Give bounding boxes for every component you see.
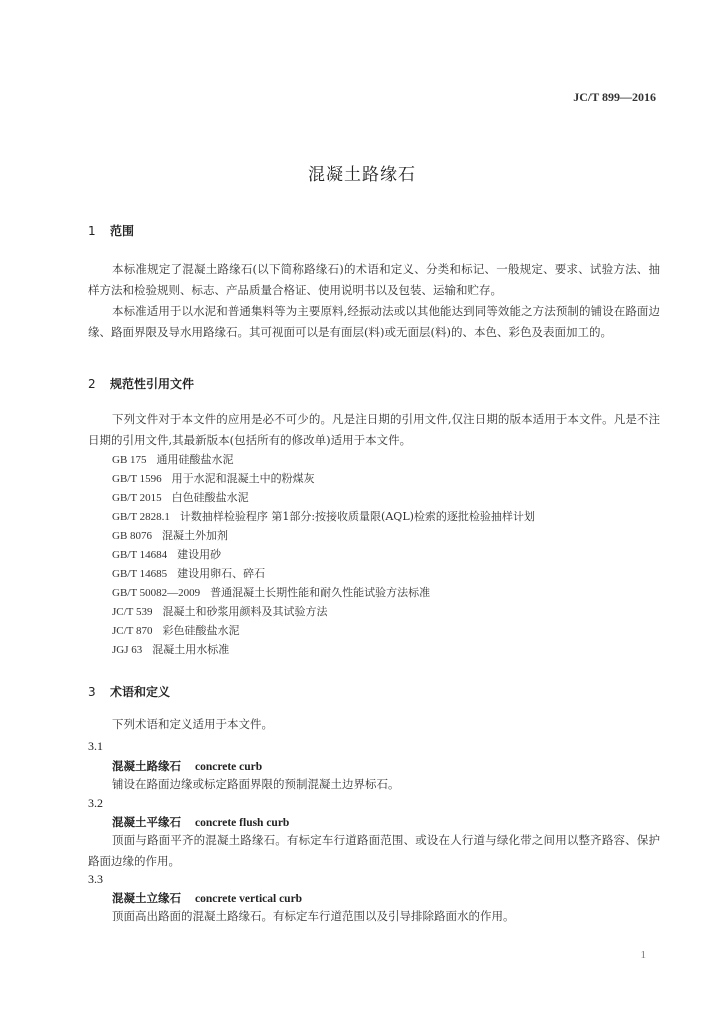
term-en: concrete vertical curb xyxy=(195,893,303,905)
section-2-heading xyxy=(88,375,194,392)
section-title: 规范性引用文件 xyxy=(110,377,195,391)
term-definition: 顶面高出路面的混凝土路缘石。有标定车行道范围以及引导排除路面水的作用。 xyxy=(112,909,515,923)
section-3-heading xyxy=(88,683,170,700)
reference-item xyxy=(112,470,315,489)
reference-code: GB/T 2015 xyxy=(112,492,162,504)
term-definition: 铺设在路面边缘或标定路面界限的预制混凝土边界标石。 xyxy=(112,777,400,791)
document-title: 混凝土路缘石 xyxy=(308,165,416,185)
reference-title: 用于水泥和混凝土中的粉煤灰 xyxy=(171,472,315,485)
term-definition: 顶面与路面平齐的混凝土路缘石。有标定车行道路面范围、或设在人行道与绿化带之间用以整齐路容、保护路面边缘的作用。 xyxy=(88,833,660,868)
normative-references-intro: 下列文件对于本文件的应用是必不可少的。凡是注日期的引用文件,仅注日期的版本适用于本文件。凡是不注日期的引用文件,其最新版本(包括所有的修改单)适用于本文件。 xyxy=(88,412,660,447)
reference-item xyxy=(112,603,327,622)
section-title: 术语和定义 xyxy=(110,685,171,699)
term-en: concrete curb xyxy=(195,761,263,773)
reference-title: 混凝土和砂浆用颜料及其试验方法 xyxy=(162,605,328,618)
standard-code: JC/T 899—2016 xyxy=(573,90,656,104)
term-heading xyxy=(112,890,302,906)
term-en: concrete flush curb xyxy=(195,817,290,829)
reference-item xyxy=(112,527,228,546)
reference-title: 建设用砂 xyxy=(177,548,222,561)
reference-code: GB/T 1596 xyxy=(112,473,162,485)
reference-code: JGJ 63 xyxy=(112,644,143,656)
reference-code: GB/T 14684 xyxy=(112,549,168,561)
term-number: 3.2 xyxy=(88,796,103,810)
reference-code: GB 8076 xyxy=(112,530,153,542)
term-heading xyxy=(112,758,262,774)
reference-title: 混凝土用水标准 xyxy=(152,643,230,656)
reference-item xyxy=(112,584,430,603)
reference-item xyxy=(112,641,229,660)
term-zh: 混凝土路缘石 xyxy=(112,759,181,773)
term-zh: 混凝土平缘石 xyxy=(112,815,181,829)
reference-title: 建设用卵石、碎石 xyxy=(177,567,266,580)
reference-title: 混凝土外加剂 xyxy=(162,529,229,542)
reference-code: GB/T 2828.1 xyxy=(112,511,170,523)
term-number: 3.3 xyxy=(88,872,103,886)
reference-title: 白色硅酸盐水泥 xyxy=(171,491,249,504)
reference-item xyxy=(112,489,249,508)
term-heading xyxy=(112,814,289,830)
reference-title: 通用硅酸盐水泥 xyxy=(156,453,234,466)
terms-intro: 下列术语和定义适用于本文件。 xyxy=(112,717,273,731)
term-zh: 混凝土立缘石 xyxy=(112,891,181,905)
reference-title: 彩色硅酸盐水泥 xyxy=(162,624,240,637)
scope-paragraph-2: 本标准适用于以水泥和普通集料等为主要原料,经振动法或以其他能达到同等效能之方法预制的铺设在路面边缘、路面界限及导水用路缘石。其可视面可以是有面层(料)或无面层(料)的、本色、彩色及表面加工的。 xyxy=(88,304,660,339)
reference-code: JC/T 539 xyxy=(112,606,153,618)
reference-item xyxy=(112,546,221,565)
reference-item xyxy=(112,451,234,470)
section-number: 3 xyxy=(88,685,96,699)
section-title: 范围 xyxy=(110,224,135,238)
reference-item xyxy=(112,565,265,584)
page-number: 1 xyxy=(640,949,646,961)
reference-title: 计数抽样检验程序 第1部分:按接收质量限(AQL)检索的逐批检验抽样计划 xyxy=(179,510,535,523)
term-number: 3.1 xyxy=(88,739,103,753)
reference-code: GB 175 xyxy=(112,454,147,466)
reference-title: 普通混凝土长期性能和耐久性能试验方法标准 xyxy=(210,586,431,599)
reference-code: JC/T 870 xyxy=(112,625,153,637)
reference-item xyxy=(112,508,535,527)
section-1-heading xyxy=(88,222,134,239)
section-number: 1 xyxy=(88,224,96,238)
reference-code: GB/T 14685 xyxy=(112,568,168,580)
reference-item xyxy=(112,622,239,641)
section-number: 2 xyxy=(88,377,96,391)
reference-code: GB/T 50082—2009 xyxy=(112,587,201,599)
scope-paragraph-1: 本标准规定了混凝土路缘石(以下简称路缘石)的术语和定义、分类和标记、一般规定、要求、试验方法、抽样方法和检验规则、标志、产品质量合格证、使用说明书以及包装、运输和贮存。 xyxy=(88,262,660,297)
